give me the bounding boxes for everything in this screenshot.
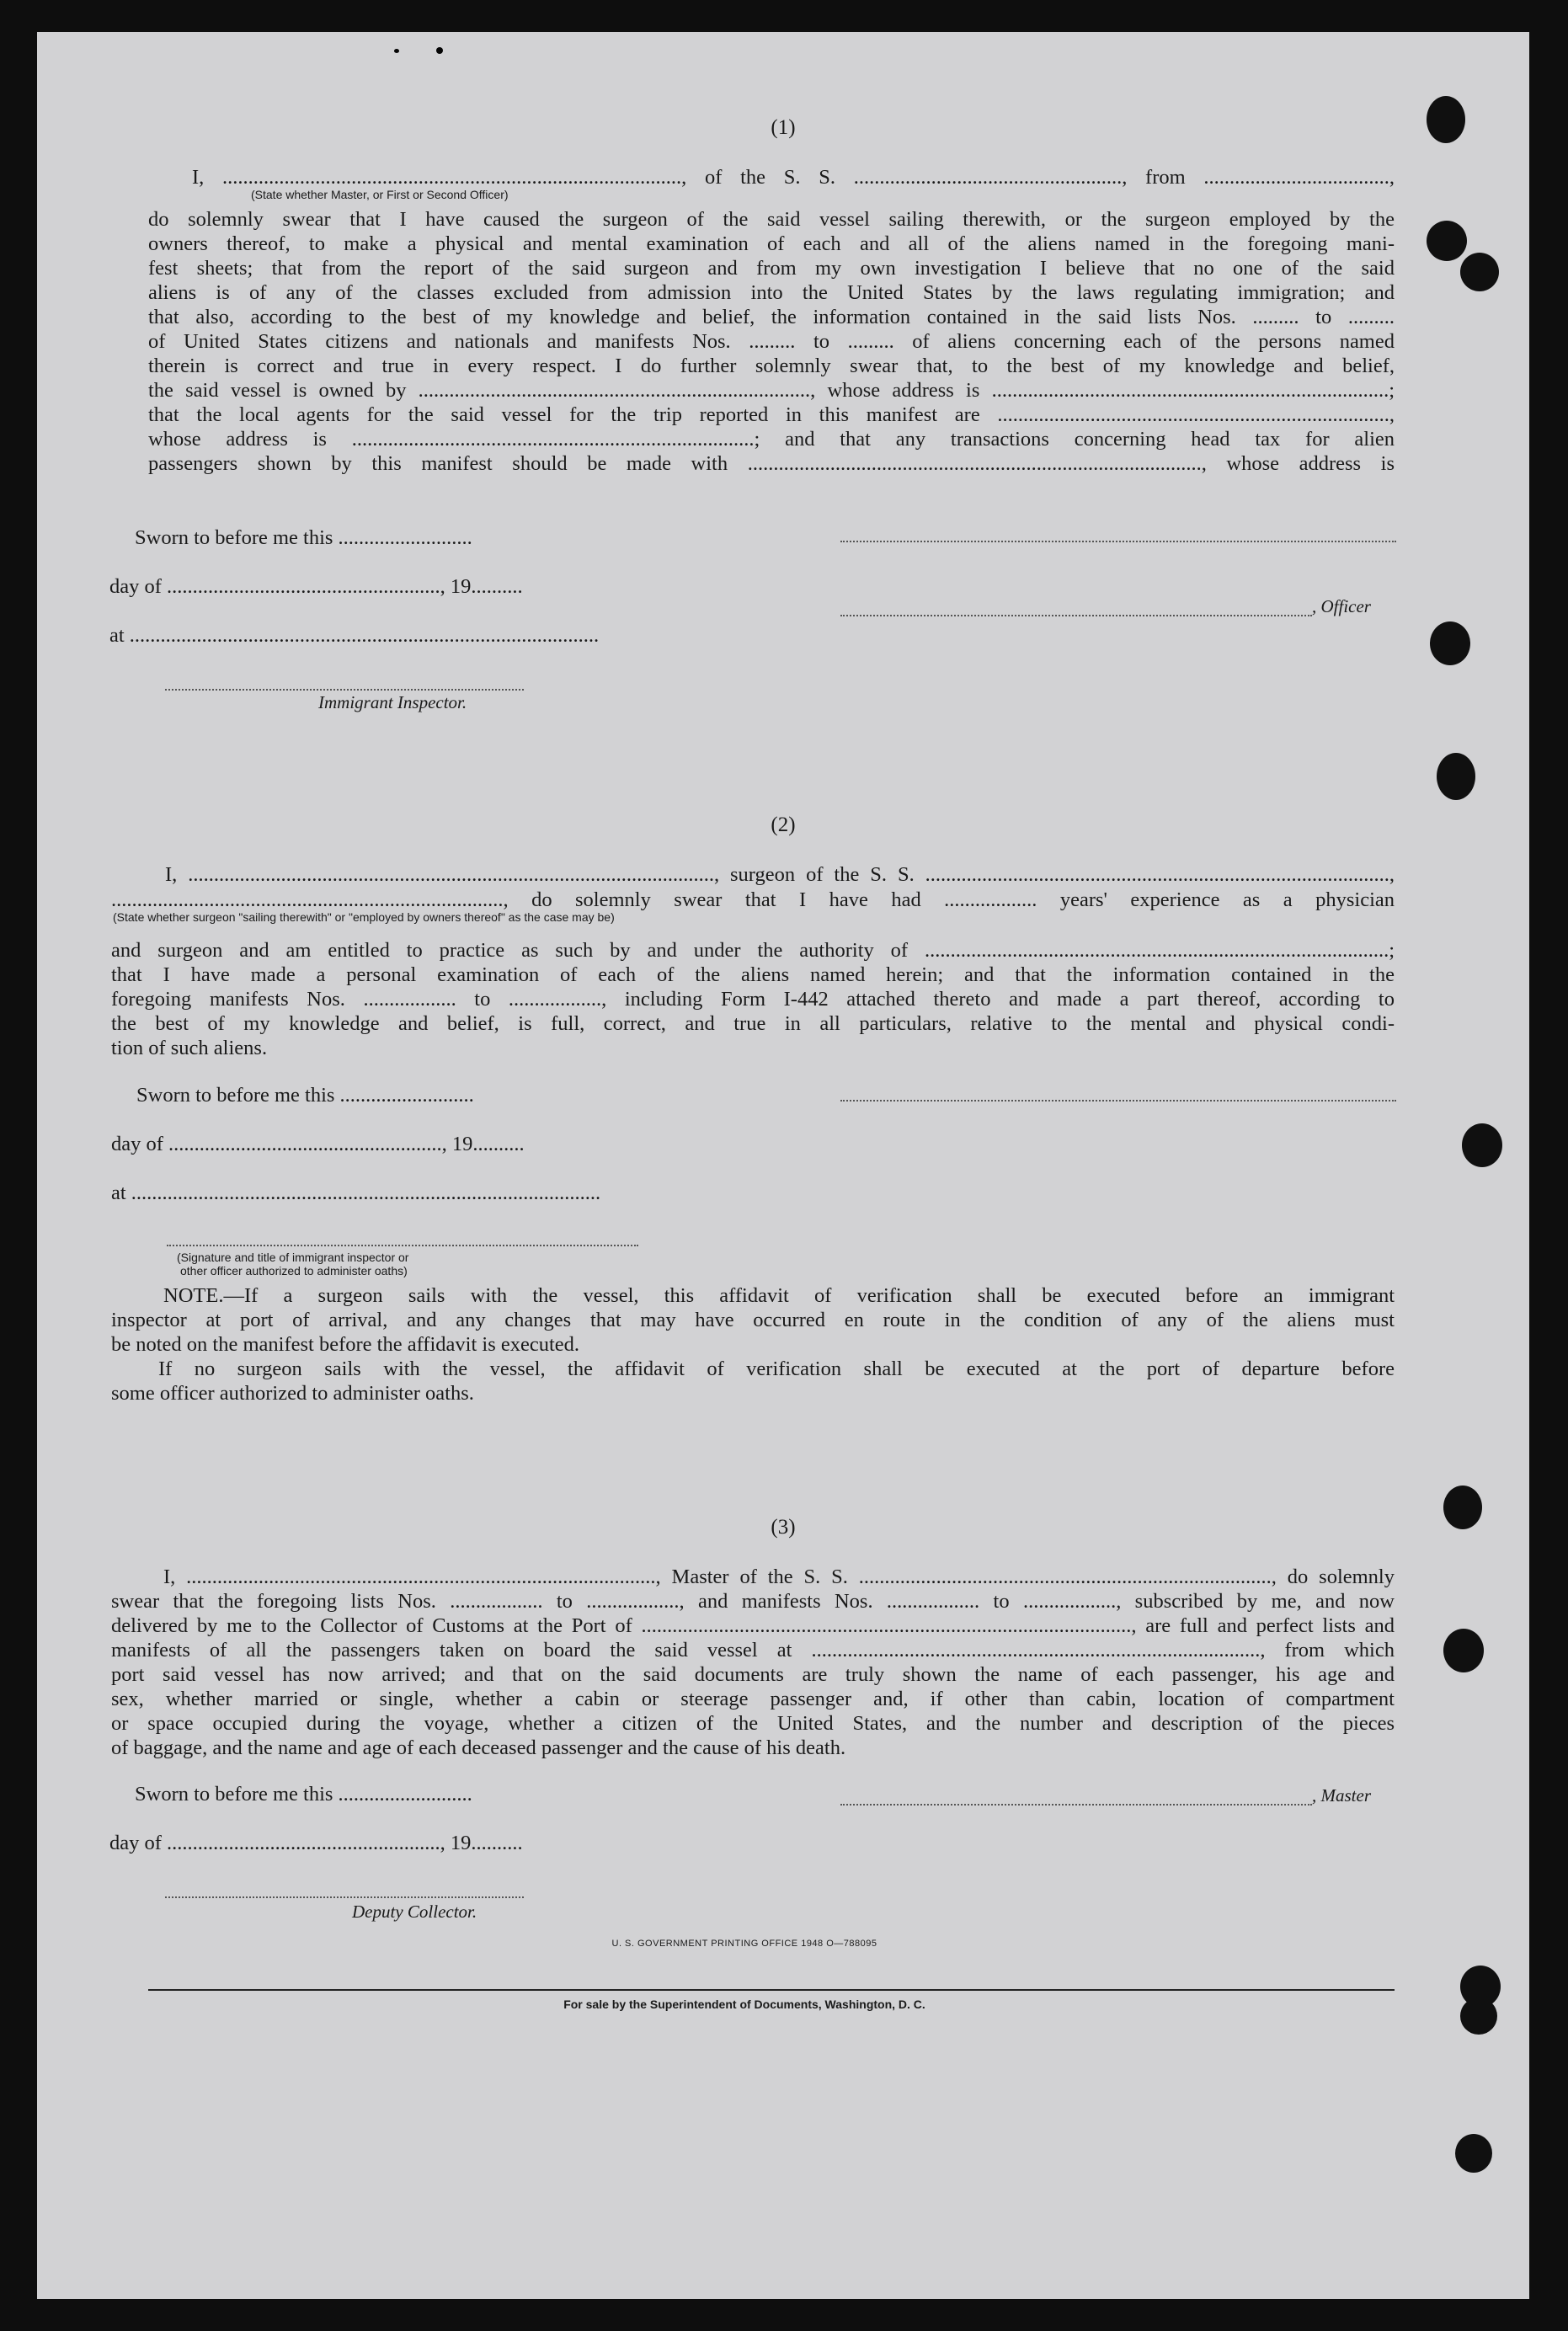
punch-hole-5 — [1437, 753, 1475, 800]
section-1-line: of United States citizens and nationals and manifests Nos. ......... to ......... of aliens concerning each of the persons named — [148, 330, 1395, 353]
section-2-number: (2) — [771, 813, 796, 836]
at-line: at ........................................................................................... — [109, 624, 600, 647]
inspector-signature-line — [165, 689, 524, 691]
section-3-line: manifests of all the passengers taken on board the said vessel at ......................................................................................., from which — [111, 1639, 1395, 1662]
section-2-line: the best of my knowledge and belief, is full, correct, and true in all particulars, relative to the mental and physical condi- — [111, 1012, 1395, 1035]
form-sheet — [37, 32, 1529, 2299]
section-1-line: that also, according to the best of my knowledge and belief, the information contained in the said lists Nos. ......... to ......... — [148, 306, 1395, 328]
punch-hole-8 — [1443, 1629, 1484, 1672]
section-3-line: swear that the foregoing lists Nos. .................. to .................., and manifests Nos. .................. to .................., subscribed by me, and now — [111, 1590, 1395, 1613]
ink-spot — [436, 47, 443, 54]
sworn-line: Sworn to before me this .......................... — [135, 1783, 472, 1806]
day-line: day of ....................................................., 19.......... — [109, 1832, 523, 1854]
section-1-line: passengers shown by this manifest should be made with ........................................................................................, whose address is — [148, 452, 1395, 475]
note-line: inspector at port of arrival, and any changes that may have occurred en route in the condition of any of the aliens must — [111, 1309, 1395, 1331]
officer-signature-line — [840, 615, 1312, 616]
section-1-line: therein is correct and true in every respect. I do further solemnly swear that, to the best of my knowledge and belief, — [148, 355, 1395, 377]
inspector-label: Immigrant Inspector. — [318, 692, 467, 712]
section-1-line: owners thereof, to make a physical and mental examination of each and all of the aliens named in the foregoing mani- — [148, 232, 1395, 255]
note-line: be noted on the manifest before the affidavit is executed. — [111, 1333, 580, 1356]
sale-notice: For sale by the Superintendent of Documents, Washington, D. C. — [563, 1998, 925, 2011]
note-line: If no surgeon sails with the vessel, the affidavit of verification shall be executed at the port of departure before — [158, 1358, 1395, 1380]
inspector-signature-line — [167, 1245, 638, 1246]
sworn-line: Sworn to before me this .......................... — [135, 526, 472, 549]
master-label: , Master — [1312, 1785, 1371, 1806]
collector-label: Deputy Collector. — [352, 1902, 477, 1922]
officer-note: (State whether Master, or First or Second Officer) — [251, 188, 509, 201]
section-1-line: fest sheets; that from the report of the said surgeon and from my own investigation I believe that no one of the said — [148, 257, 1395, 280]
section-1-line: the said vessel is owned by ............................................................................, whose address is .............................................................................; — [148, 379, 1395, 402]
note-line: some officer authorized to administer oaths. — [111, 1382, 474, 1405]
section-3-number: (3) — [771, 1516, 796, 1539]
day-line: day of ....................................................., 19.......... — [111, 1133, 525, 1155]
section-2-line: I, ......................................................................................................, surgeon of the S. S. .........................................................................................., — [165, 863, 1395, 886]
punch-hole-4 — [1430, 621, 1470, 665]
section-3-line: of baggage, and the name and age of each deceased passenger and the cause of his death. — [111, 1736, 846, 1759]
punch-hole-6 — [1462, 1123, 1502, 1167]
section-1-number: (1) — [771, 116, 796, 139]
at-line: at ........................................................................................... — [111, 1182, 601, 1204]
officer-label: , Officer — [1312, 596, 1371, 616]
section-1-line: that the local agents for the said vessel for the trip reported in this manifest are ............................................................................, — [148, 403, 1395, 426]
surgeon-signature-line — [840, 1100, 1396, 1101]
section-2-line: that I have made a personal examination of each of the aliens named herein; and that the information contained in the — [111, 963, 1395, 986]
printing-office-line: U. S. GOVERNMENT PRINTING OFFICE 1948 O—788095 — [611, 1939, 877, 1949]
day-line: day of ....................................................., 19.......... — [109, 575, 523, 598]
surgeon-note: (State whether surgeon "sailing therewith" or "employed by owners thereof" as the case may be) — [113, 910, 615, 924]
master-signature-line — [840, 1804, 1312, 1806]
section-2-line: ............................................................................, do solemnly swear that I have had .................. years' experience as a physician — [111, 888, 1395, 911]
section-3-line: I, ..........................................................................................., Master of the S. S. ................................................................................, do solemnly — [163, 1566, 1395, 1588]
footer-divider — [148, 1989, 1395, 1991]
section-3-line: port said vessel has now arrived; and that on the said documents are truly shown the name of each passenger, his age and — [111, 1663, 1395, 1686]
collector-signature-line — [165, 1896, 524, 1898]
signature-note: (Signature and title of immigrant inspector or — [177, 1251, 409, 1264]
signature-note: other officer authorized to administer oaths) — [180, 1264, 408, 1278]
ink-spot — [394, 49, 399, 53]
section-2-line: tion of such aliens. — [111, 1037, 268, 1059]
punch-hole-3 — [1460, 253, 1499, 291]
section-2-line: foregoing manifests Nos. .................. to .................., including Form I-442 attached thereto and made a part thereof, according to — [111, 988, 1395, 1011]
note-line: NOTE.—If a surgeon sails with the vessel, this affidavit of verification shall be executed before an immigrant — [163, 1284, 1395, 1307]
punch-hole-11 — [1455, 2134, 1492, 2173]
section-3-line: delivered by me to the Collector of Customs at the Port of ..............................................................................................., are full and perfect lists and — [111, 1614, 1395, 1637]
section-1-line: aliens is of any of the classes excluded from admission into the United States by the laws regulating immigration; and — [148, 281, 1395, 304]
signature-line — [840, 541, 1396, 542]
section-3-line: sex, whether married or single, whether a cabin or steerage passenger and, if other than cabin, location of compartment — [111, 1688, 1395, 1710]
section-1-line: whose address is ..............................................................................; and that any transactions concerning head tax for alien — [148, 428, 1395, 451]
section-2-line: and surgeon and am entitled to practice as such by and under the authority of ..........................................................................................; — [111, 939, 1395, 962]
section-3-line: or space occupied during the voyage, whether a citizen of the United States, and the number and description of the pieces — [111, 1712, 1395, 1735]
section-1-line: do solemnly swear that I have caused the surgeon of the said vessel sailing therewith, or the surgeon employed by the — [148, 208, 1395, 231]
section-1-line: I, ........................................................................................., of the S. S. ...................................................., from ...................................., — [192, 166, 1395, 189]
sworn-line: Sworn to before me this .......................... — [136, 1084, 474, 1107]
punch-hole-2 — [1427, 221, 1467, 261]
